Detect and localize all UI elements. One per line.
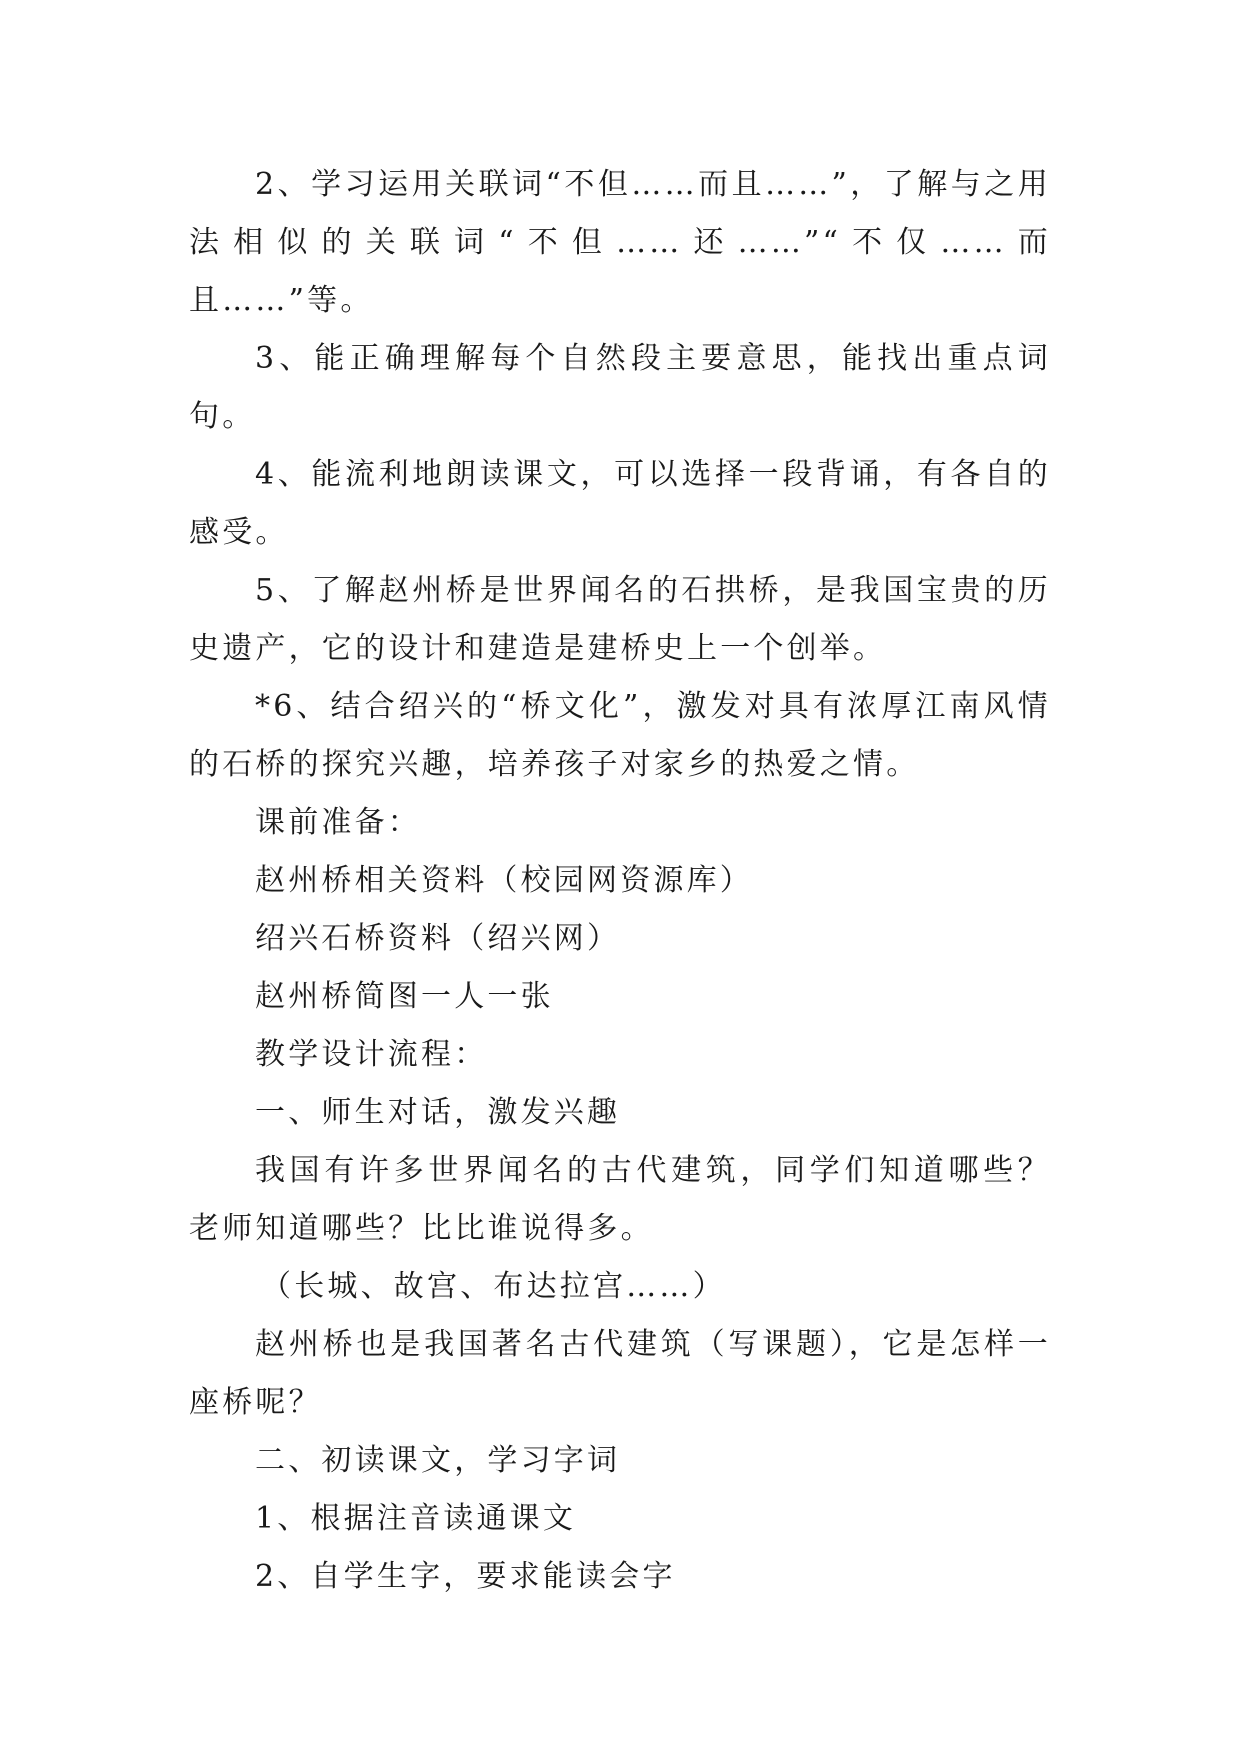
objective-3-paragraph: 3、能正确理解每个自然段主要意思，能找出重点词句。 (189, 341, 1051, 434)
section-1-paragraph: 我国有许多世界闻名的古代建筑，同学们知道哪些？老师知道哪些？比比谁说得多。 (189, 1153, 1051, 1246)
preparation-item-2: 绍兴石桥资料（绍兴网） (255, 921, 621, 956)
section-1-examples: （长城、故宫、布达拉宫……） (261, 1269, 726, 1304)
section-2-heading: 二、初读课文，学习字词 (255, 1443, 621, 1478)
document-body (189, 156, 1051, 1606)
preparation-heading: 课前准备： (255, 805, 421, 840)
section-1-question: 赵州桥也是我国著名古代建筑（写课题），它是怎样一座桥呢？ (189, 1327, 1051, 1420)
objective-2-paragraph: 2、学习运用关联词“不但……而且……”，了解与之用法相似的关联词“不但……还……”“不仅……而且……”等。 (189, 167, 1051, 318)
objective-4-paragraph: 4、能流利地朗读课文，可以选择一段背诵，有各自的感受。 (189, 457, 1051, 550)
preparation-item-3: 赵州桥简图一人一张 (255, 979, 554, 1014)
section-2-step-1: 1、根据注音读通课文 (255, 1501, 577, 1536)
design-flow-heading: 教学设计流程： (255, 1037, 488, 1072)
section-1-heading: 一、师生对话，激发兴趣 (255, 1095, 621, 1130)
preparation-item-1: 赵州桥相关资料（校园网资源库） (255, 863, 753, 898)
section-2-step-2: 2、自学生字，要求能读会字 (255, 1559, 676, 1594)
objective-5-paragraph: 5、了解赵州桥是世界闻名的石拱桥，是我国宝贵的历史遗产，它的设计和建造是建桥史上一个创举。 (189, 573, 1051, 666)
objective-6-paragraph: *6、结合绍兴的“桥文化”，激发对具有浓厚江南风情的石桥的探究兴趣，培养孩子对家乡的热爱之情。 (189, 689, 1051, 782)
